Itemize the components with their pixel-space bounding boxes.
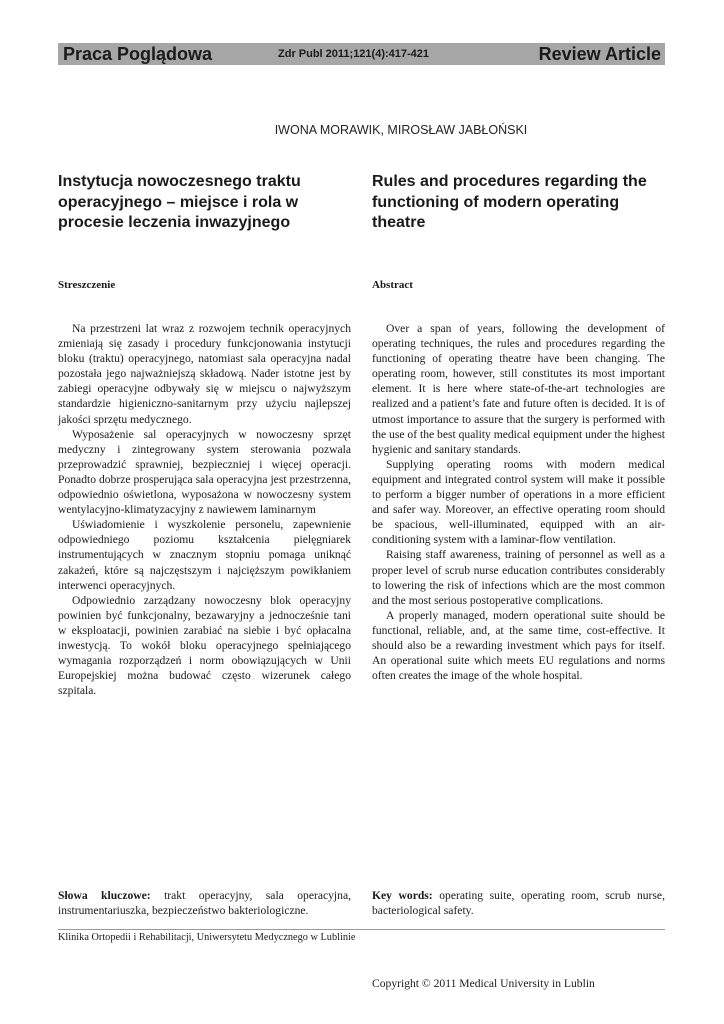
keywords-pl-label: Słowa kluczowe: [58, 889, 151, 902]
footer-divider [58, 929, 665, 930]
abstract-en-paragraph: Raising staff awareness, training of personnel as well as a proper level of scrub nurse education contributes considerably to lowering the risk of infections which are the most common and the most serious postoperative complications. [372, 548, 665, 607]
abstract-pl-paragraph: Na przestrzeni lat wraz z rozwojem technik operacyjnych zmieniają się zasady i procedury funkcjonowania instytucji bloku (traktu) operacyjnego, natomiast sala operacyjna nadal pozostała jego najważniejszą składową. Nader istotne jest by zabiegi operacyjne odbywały się w miejscu o najwyższym standardzie higieniczno-sanitarnym przy użyciu najlepszej jakości sprzętu medycznego. [58, 322, 351, 426]
abstract-pl-paragraph: Wyposażenie sal operacyjnych w nowoczesny sprzęt medyczny i zintegrowany system sterowania pozwala przeprowadzić sprawniej, bezpieczniej i więcej operacji. Ponadto dobrze prosperująca sala operacyjna jest przestrzenna, odpowiednio oświetlona, wyposażona w nowoczesny system wentylacyjno-klimatyzacyjny z nawiewem laminarnym [58, 427, 351, 517]
copyright: Copyright © 2011 Medical University in Lublin [372, 977, 595, 990]
journal-header-bar [58, 43, 665, 65]
article-type-en: Review Article [538, 44, 661, 64]
authors: IWONA MORAWIK, MIROSŁAW JABŁOŃSKI [274, 123, 528, 137]
article-type-pl: Praca Poglądowa [63, 44, 213, 64]
citation: Zdr Publ 2011;121(4):417-421 [278, 48, 430, 60]
keywords-en-label: Key words: [372, 889, 433, 902]
abstract-en-paragraph: Over a span of years, following the development of operating techniques, the rules and procedures regarding the functioning of operating theatre have been changing. The operating room, however, still constitutes its most important element. It is here where state-of-the-art technologies are realized and a patient’s fate and future often is decided. It is of utmost importance to assure that the surgery is performed with the use of the best quality medical equipment under the highest hygienic and sanitary standards. [372, 322, 665, 456]
section-heading-en: Abstract [372, 279, 413, 291]
abstract-en-paragraph: A properly managed, modern operational suite should be functional, reliable, and, at the same time, cost-effective. It should also be a rewarding investment which pays for itself. An operational suite which meets EU regulations and norms often creates the image of the whole hospital. [372, 608, 665, 683]
keywords-en [372, 888, 665, 918]
title-pl: Instytucja nowoczesnego traktu operacyjnego – miejsce i rola w procesie leczenia inwazyjnego [58, 173, 301, 231]
keywords-pl-text: trakt operacyjny, sala operacyjna, instrumentariuszka, bezpieczeństwo bakteriologiczne. [58, 889, 351, 918]
abstract-en-paragraph: Supplying operating rooms with modern medical equipment and integrated control system will make it possible to perform a bigger number of operations in a more efficient and safer way. Moreover, an effective operating room should be spacious, well-illuminated, equipped with an air-conditioning system with a laminar-flow ventilation. [372, 457, 665, 547]
keywords-en-text: operating suite, operating room, scrub nurse, bacteriological safety. [372, 889, 665, 918]
affiliation: Klinika Ortopedii i Rehabilitacji, Uniwersytetu Medycznego w Lublinie [58, 932, 356, 943]
abstract-en [372, 321, 665, 683]
abstract-pl [58, 321, 351, 698]
abstract-pl-paragraph: Uświadomienie i wyszkolenie personelu, zapewnienie odpowiedniego poziomu kształcenia pielęgniarek instrumentujących w znacznym stopniu pomaga uniknąć zakażeń, które są najczęstszym i najcięższym powikłaniem interwenci operacyjnych. [58, 518, 351, 592]
section-heading-pl: Streszczenie [58, 279, 116, 291]
title-en: Rules and procedures regarding the functioning of modern operating theatre [372, 173, 647, 231]
abstract-pl-paragraph: Odpowiednio zarządzany nowoczesny blok operacyjny powinien być funkcjonalny, bezawaryjny a jednocześnie tani w eksploatacji, powinien zarabiać na siebie i być opłacalna inwestycją. To wokół bloku operacyjnego spełniającego wymagania rozporządzeń i norm obowiązujących w Unii Europejskiej można budować często wizerunek całego szpitala. [58, 593, 351, 698]
keywords-pl [58, 888, 351, 918]
